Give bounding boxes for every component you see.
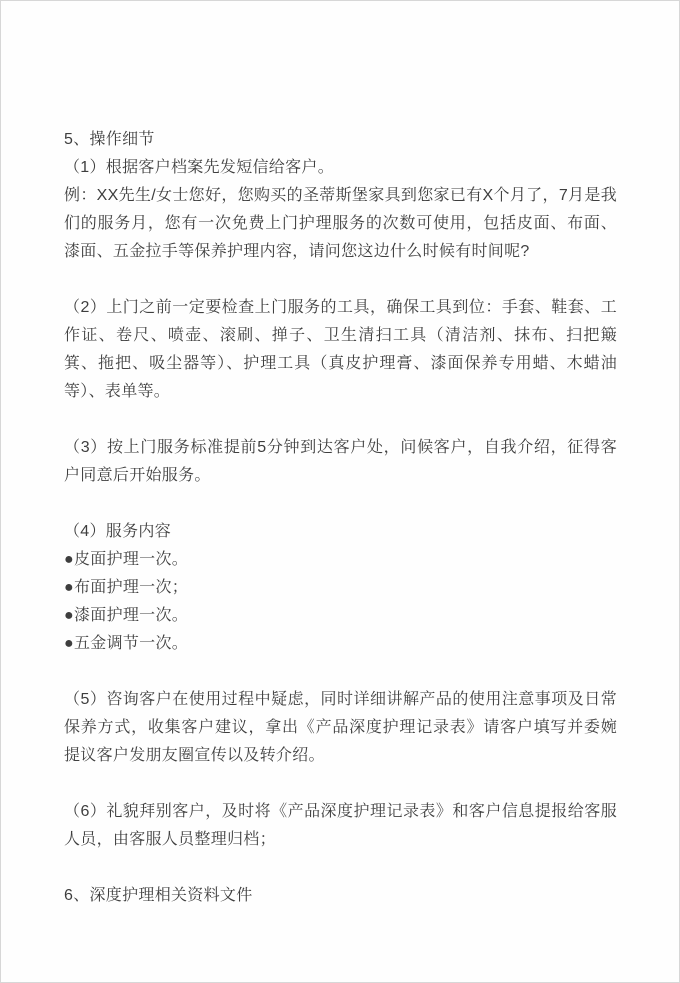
step-6-text: （6）礼貌拜别客户，及时将《产品深度护理记录表》和客户信息提报给客服人员，由客服人员整理归档； [64, 803, 617, 848]
step-5-text: （5）咨询客户在使用过程中疑虑，同时详细讲解产品的使用注意事项及日常保养方式，收集客户建议，拿出《产品深度护理记录表》请客户填写并委婉提议客户发朋友圈宣传以及转介绍。 [64, 691, 617, 764]
service-item-text: 皮面护理一次。 [73, 551, 189, 568]
bullet-icon: ● [64, 579, 74, 596]
service-list-item [64, 602, 617, 630]
step-3-text: （3）按上门服务标准提前5分钟到达客户处，问候客户，自我介绍，征得客户同意后开始服务。 [64, 439, 617, 484]
service-item-text: 布面护理一次； [73, 579, 189, 596]
service-list-item [64, 630, 617, 658]
step-1-example-text: 例：XX先生/女士您好，您购买的圣蒂斯堡家具到您家已有X个月了，7月是我们的服务月，您有一次免费上门护理服务的次数可使用，包括皮面、布面、漆面、五金拉手等保养护理内容，请问您这边什么时候有时间呢? [64, 187, 617, 260]
service-list-item [64, 574, 617, 602]
step-2-text: （2）上门之前一定要检查上门服务的工具，确保工具到位：手套、鞋套、工作证、卷尺、喷壶、滚刷、掸子、卫生清扫工具（清洁剂、抹布、扫把簸箕、拖把、吸尘器等）、护理工具（真皮护理膏、漆面保养专用蜡、木蜡油等）、表单等。 [64, 299, 617, 400]
document-content [1, 1, 679, 910]
step-4-heading: （4）服务内容 [64, 523, 171, 540]
service-content-list [64, 546, 617, 658]
section-6-heading: 6、深度护理相关资料文件 [64, 887, 253, 904]
service-list-item [64, 546, 617, 574]
section-5-heading: 5、操作细节 [64, 131, 155, 148]
bullet-icon: ● [64, 551, 74, 568]
bullet-icon: ● [64, 635, 74, 652]
service-item-text: 漆面护理一次。 [73, 607, 189, 624]
step-1-text: （1）根据客户档案先发短信给客户。 [64, 159, 334, 176]
service-item-text: 五金调节一次。 [73, 635, 189, 652]
bullet-icon: ● [64, 607, 74, 624]
